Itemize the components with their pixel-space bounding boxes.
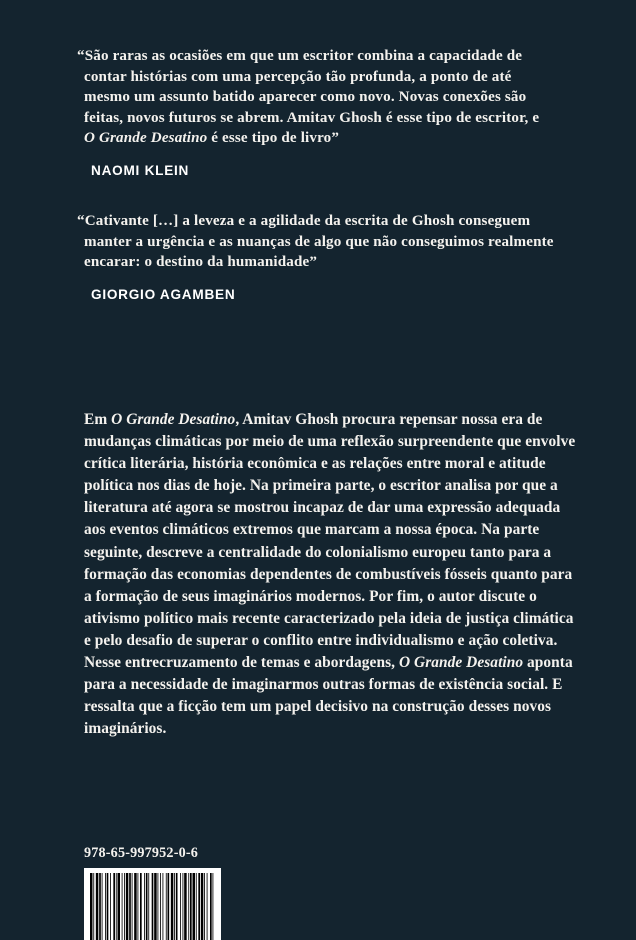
blurb-quote-segment: “Cativante […] a leveza e a agilidade da escrita de Ghosh conseguem manter a urgência e as nuanças de algo que não conseguimos realmente encarar: o destino da humanidade” (77, 213, 554, 271)
blurb-quote-text (77, 211, 554, 273)
barcode-bars-icon (90, 873, 215, 940)
blurb-quote-book-title: O Grande Desatino (84, 130, 208, 147)
description-book-title-1: O Grande Desatino (111, 411, 236, 428)
description-segment-3: aponta para a necessidade de imaginarmos outras formas de existência social. E ressalta que a ficção tem um papel decisivo na construção desses novos imaginários. (84, 654, 573, 738)
blurb-quote-segment-end: é esse tipo de livro” (207, 130, 340, 147)
blurb-author-name: NAOMI KLEIN (91, 162, 190, 178)
blurb-quote-segment: “São raras as ocasiões em que um escritor combina a capacidade de contar histórias com uma percepção tão profunda, a ponto de até mesmo um assunto batido aparecer como novo. Novas conexões são feitas, novos futuros se abrem. Amitav Ghosh é esse tipo de escritor, e (77, 48, 540, 126)
description-segment-1: Em (84, 411, 112, 428)
blurb-author-name: GIORGIO AGAMBEN (91, 286, 236, 302)
book-description (84, 409, 576, 740)
blurb-quote-text (77, 46, 554, 149)
blurb-naomi-klein (77, 46, 554, 178)
description-segment-2: , Amitav Ghosh procura repensar nossa era de mudanças climáticas por meio de uma reflexão surpreendente que envolve crítica literária, história econômica e as relações entre moral e atitude política nos dias de hoje. Na primeira parte, o escritor analisa por que a literatura até agora se mostrou incapaz de dar uma expressão adequada aos eventos climáticos extremos que marcam a nossa época. Na parte seguinte, descreve a centralidade do colonialismo europeu tanto para a formação das economias dependentes de combustíveis fósseis quanto para a formação de seus imaginários modernos. Por fim, o autor discute o ativismo político mais recente caracterizado pela ideia de justiça climática e pelo desafio de superar o conflito entre individualismo e ação coletiva. Nesse entrecruzamento de temas e abordagens, (84, 411, 576, 672)
description-book-title-2: O Grande Desatino (398, 654, 524, 672)
isbn-block (84, 845, 221, 940)
isbn-number: 978-65-997952-0-6 (84, 845, 199, 861)
blurb-giorgio-agamben (77, 211, 554, 302)
isbn-barcode (84, 868, 221, 940)
